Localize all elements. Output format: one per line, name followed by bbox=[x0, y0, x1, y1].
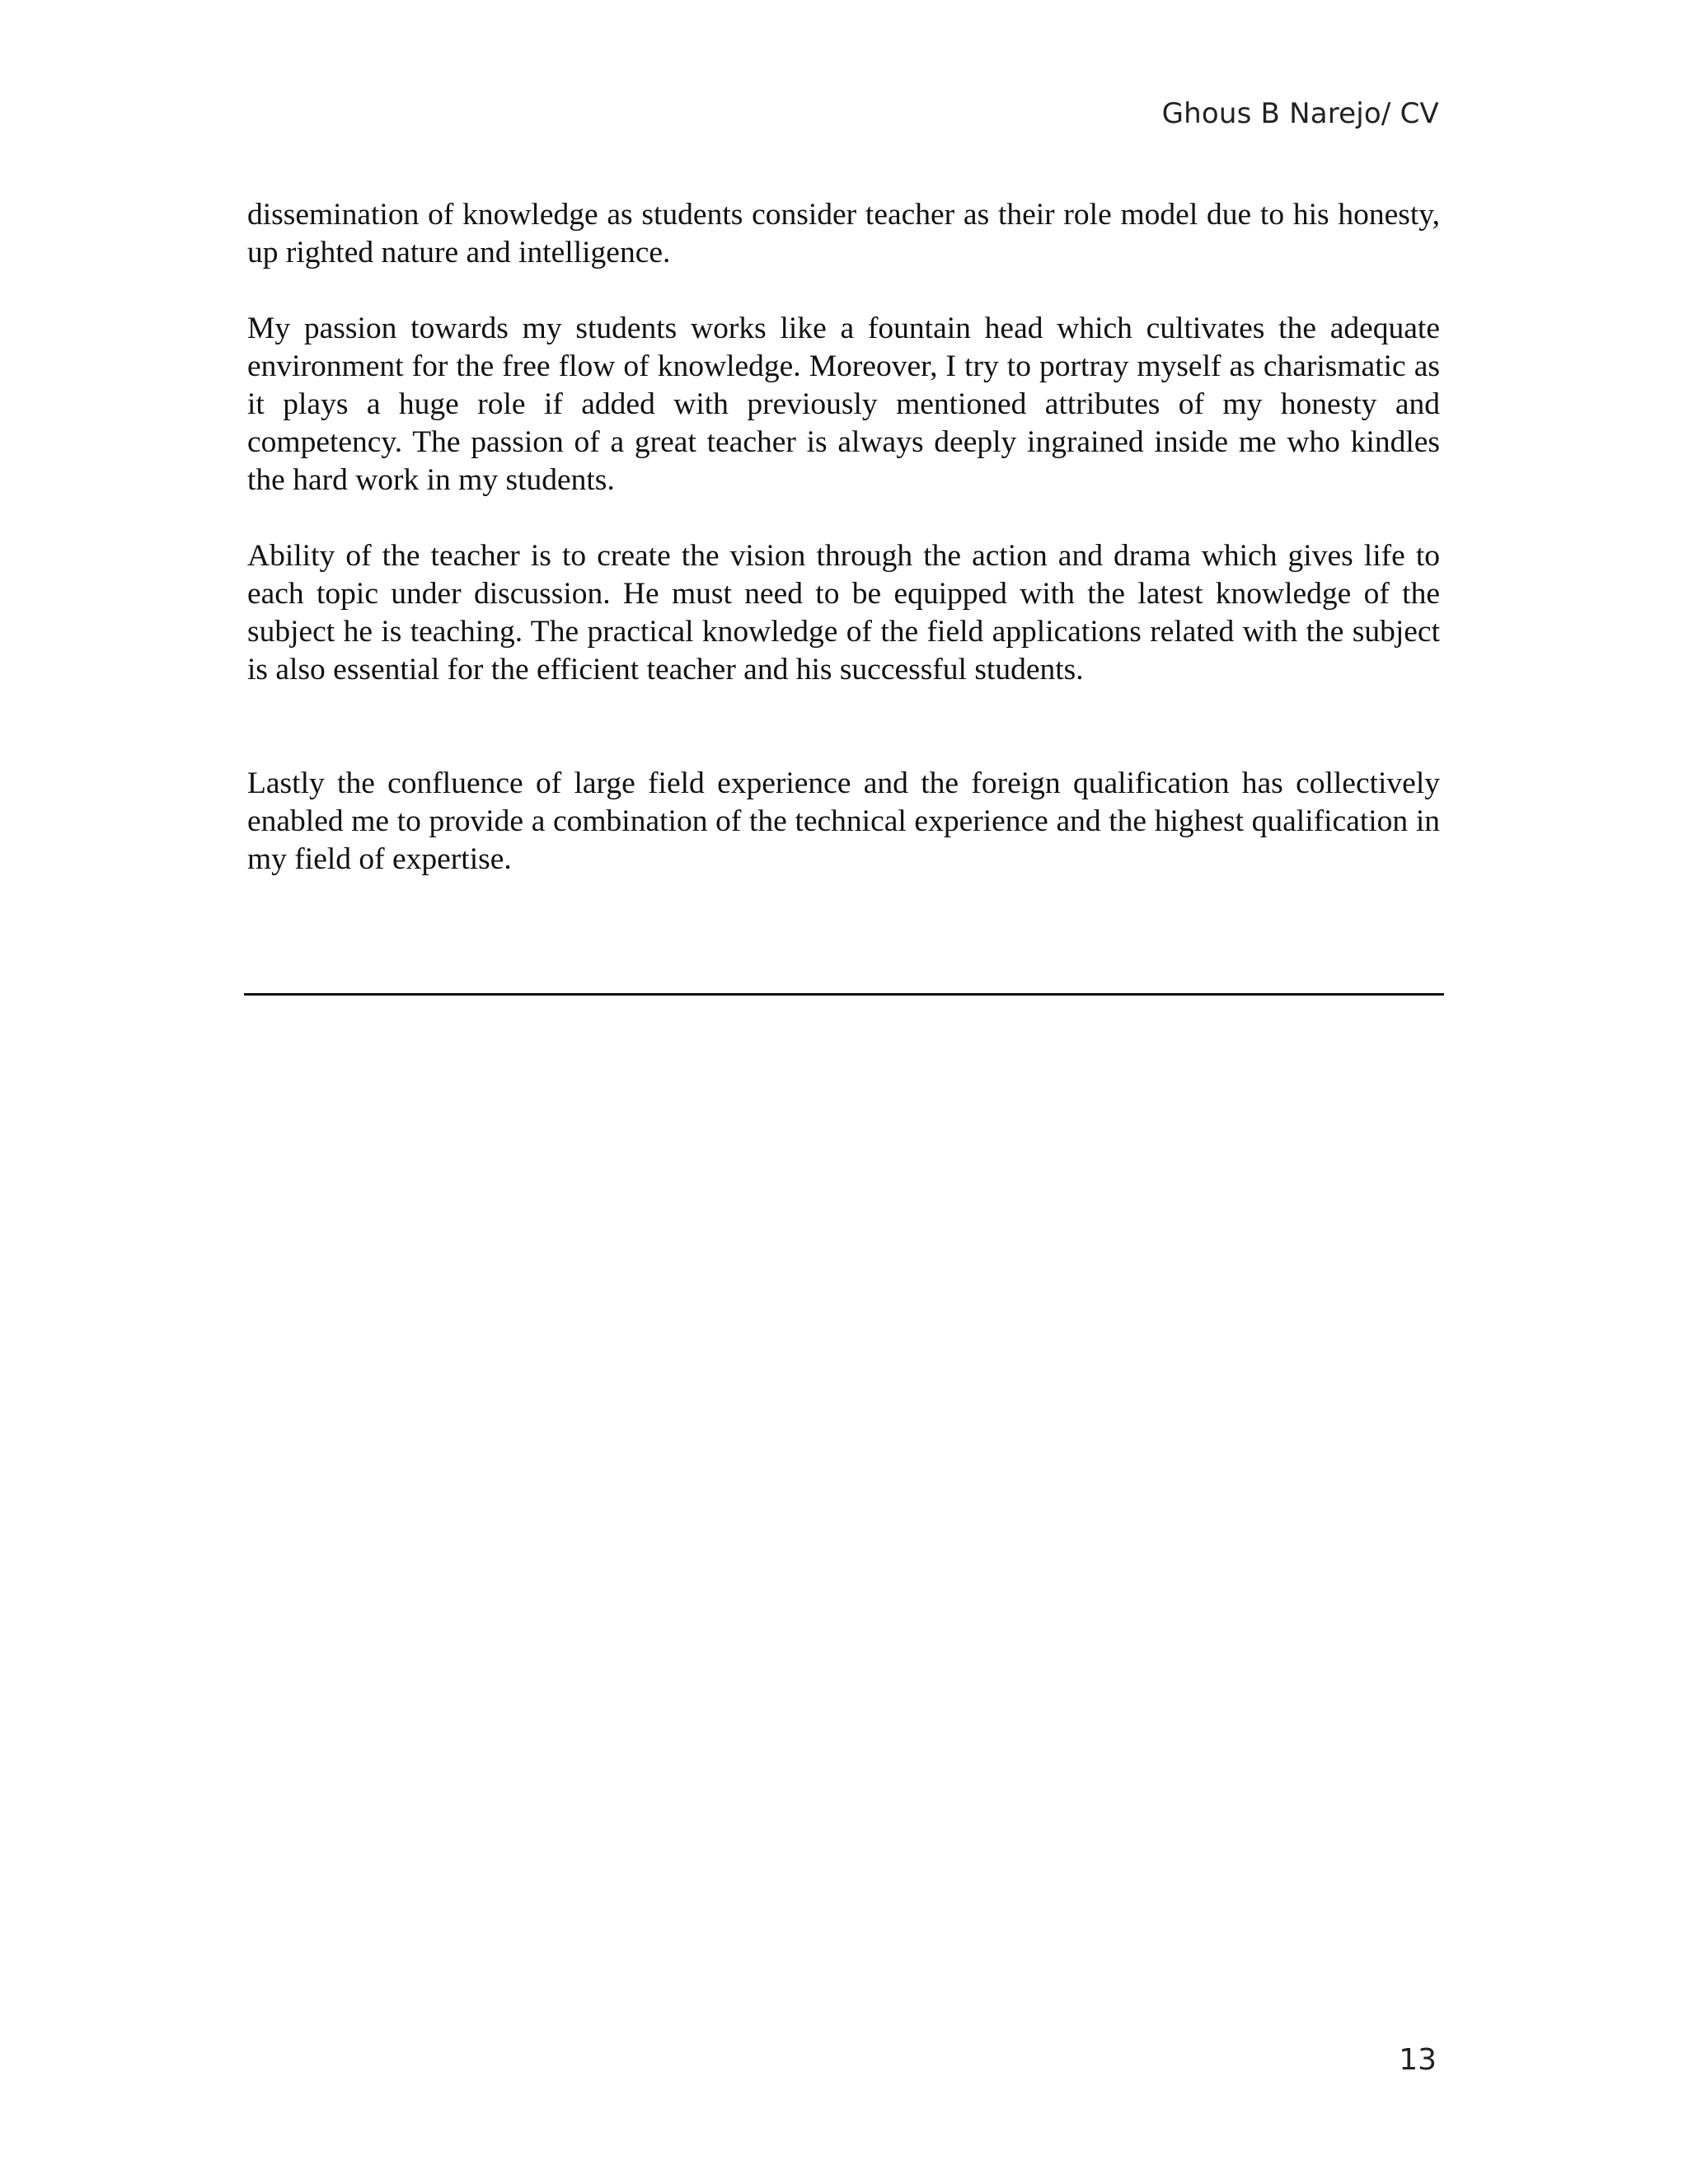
running-header: Ghous B Narejo/ CV bbox=[1161, 97, 1439, 130]
body-text bbox=[247, 196, 1440, 879]
horizontal-rule bbox=[244, 993, 1444, 996]
paragraph-ability: Ability of the teacher is to create the vision through the action and drama which gives life to each topic under discussion. He must need to be equipped with the latest knowledge of the subject he is teaching. The practical knowledge of the field applications related with the subject is also essential for the efficient teacher and his successful students. bbox=[247, 539, 1440, 687]
paragraph-role-model: dissemination of knowledge as students consider teacher as their role model due to his honesty, up righted nature and intelligence. bbox=[247, 198, 1440, 269]
paragraph-passion: My passion towards my students works like a fountain head which cultivates the adequate environment for the free flow of knowledge. Moreover, I try to portray myself as charismatic as it plays a huge role if added with previously mentioned attributes of my honesty and competency. The passion of a great teacher is always deeply ingrained inside me who kindles the hard work in my students. bbox=[247, 312, 1440, 497]
paragraph-conclusion: Lastly the confluence of large field experience and the foreign qualification has collectively enabled me to provide a combination of the technical experience and the highest qualification in my field of expertise. bbox=[247, 766, 1440, 876]
page-number: 13 bbox=[1399, 2043, 1437, 2077]
